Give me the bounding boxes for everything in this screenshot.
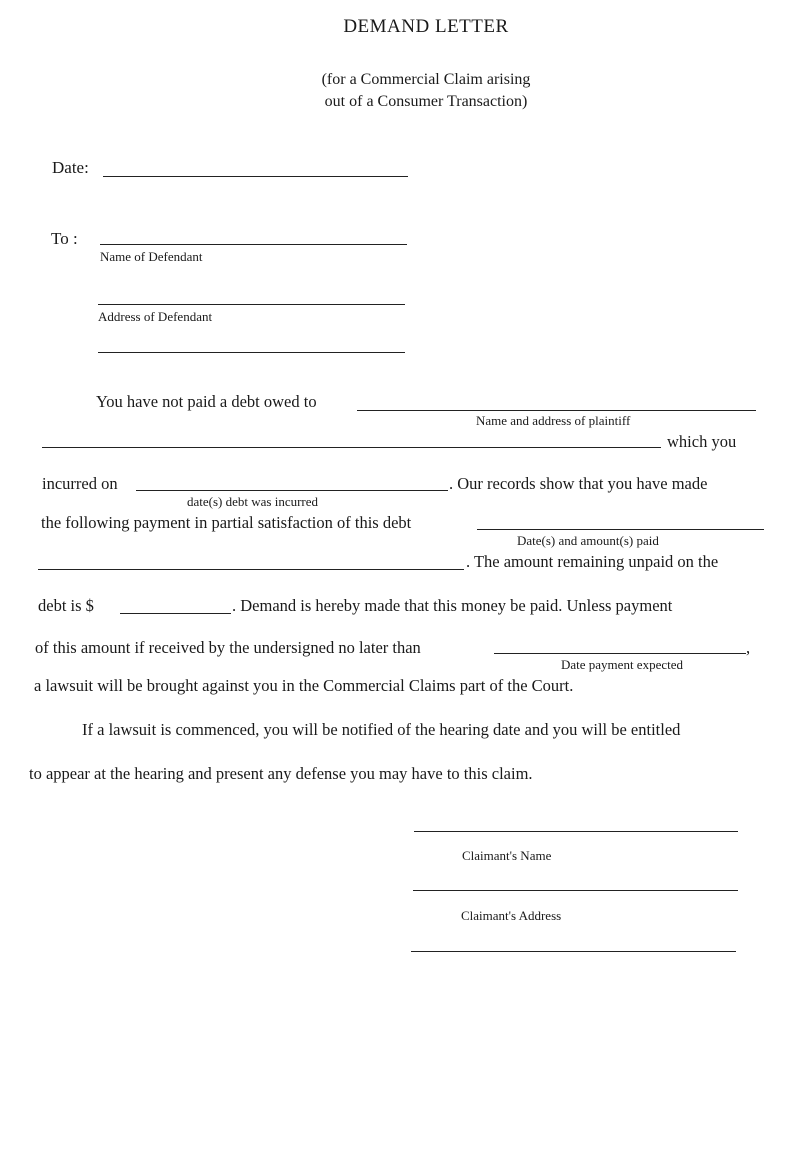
payment-expected-caption: Date payment expected (561, 657, 683, 672)
defendant-address-caption: Address of Defendant (98, 309, 213, 324)
claimant-address-field-2[interactable] (411, 951, 736, 952)
defendant-name-caption: Name of Defendant (100, 249, 203, 264)
demand-text: . Demand is hereby made that this money be paid. Unless payment (232, 596, 673, 615)
claimant-address-caption: Claimant's Address (461, 908, 562, 923)
subtitle-line-2: out of a Consumer Transaction) (324, 93, 528, 110)
payment-expected-date-field[interactable] (494, 653, 746, 654)
payment-field-1[interactable] (477, 529, 764, 530)
following-payment-text: the following payment in partial satisfaction of this debt (41, 513, 412, 532)
debt-is-text: debt is $ (38, 596, 94, 615)
debt-incurred-caption: date(s) debt was incurred (187, 494, 319, 509)
defendant-address-field-1[interactable] (98, 304, 405, 305)
defendant-name-field[interactable] (100, 244, 407, 245)
claimant-name-field[interactable] (414, 831, 738, 832)
notice-line-2: to appear at the hearing and present any defense you may have to this claim. (29, 764, 533, 783)
comma-text: , (746, 638, 751, 657)
document-title: DEMAND LETTER (343, 16, 509, 37)
debt-owed-text: You have not paid a debt owed to (96, 392, 317, 411)
amount-due-field[interactable] (120, 613, 231, 614)
remaining-unpaid-text: . The amount remaining unpaid on the (466, 552, 719, 571)
payment-caption: Date(s) and amount(s) paid (517, 533, 659, 548)
lawsuit-text: a lawsuit will be brought against you in the Commercial Claims part of the Court. (34, 676, 574, 695)
no-later-than-text: of this amount if received by the undersigned no later than (35, 638, 421, 657)
date-label: Date: (52, 158, 89, 177)
claimant-address-field-1[interactable] (413, 890, 738, 891)
incurred-on-text: incurred on (42, 474, 118, 493)
plaintiff-field-1[interactable] (357, 410, 756, 411)
which-you-text: which you (667, 432, 737, 451)
debt-incurred-date-field[interactable] (136, 490, 448, 491)
subtitle-line-1: (for a Commercial Claim arising (321, 71, 531, 88)
to-label: To : (51, 229, 78, 248)
plaintiff-field-2[interactable] (42, 447, 661, 448)
records-show-text: . Our records show that you have made (449, 474, 708, 493)
claimant-name-caption: Claimant's Name (462, 848, 552, 863)
payment-field-2[interactable] (38, 569, 464, 570)
plaintiff-caption: Name and address of plaintiff (476, 413, 631, 428)
notice-line-1: If a lawsuit is commenced, you will be notified of the hearing date and you will be entitled (82, 720, 681, 739)
date-field[interactable] (103, 176, 408, 177)
defendant-address-field-2[interactable] (98, 352, 405, 353)
